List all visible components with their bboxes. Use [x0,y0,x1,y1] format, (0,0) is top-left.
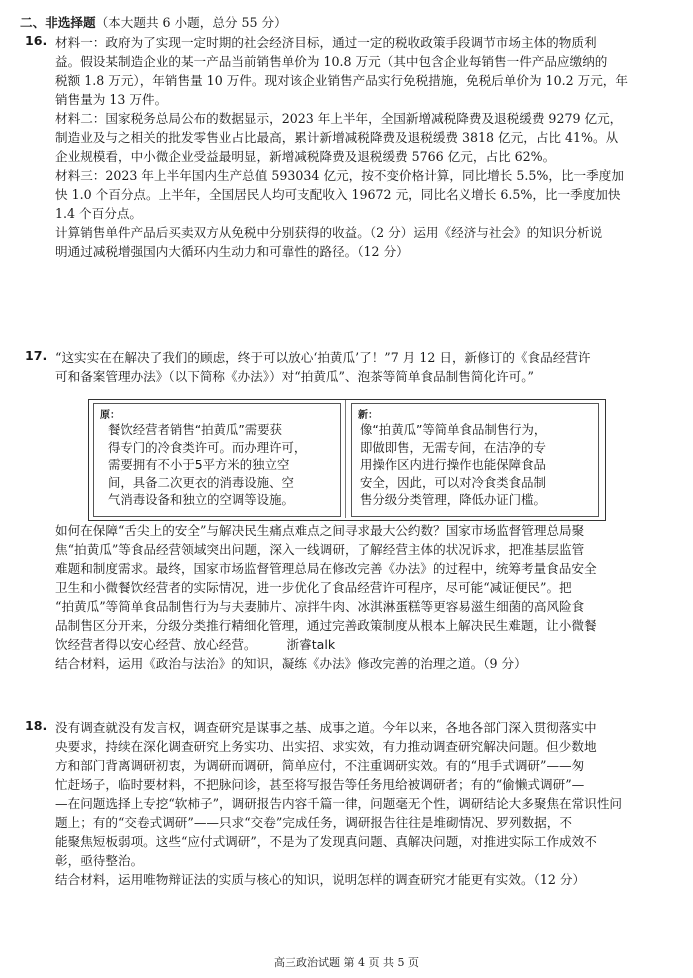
text-line: 间，具备二次更衣的消毒设施、空 [108,474,294,490]
text-line: 材料二：国家税务总局公布的数据显示，2023 年上半年，全国新增减税降费及退税缓费 9279 亿元， [55,111,623,126]
box-old-title: 原： [100,410,120,421]
text-line: 忙赶场子，临时要材料，不把脉问诊，甚至将写报告等任务甩给被调研者；有的“偷懒式调研”— [55,777,585,792]
text-line: “这实实在在解决了我们的顾虑，终于可以放心‘拍黄瓜’了！”7 月 12 日，新修订的《食品经营许 [55,350,591,365]
text-line: 品制售区分开来，分级分类推行精细化管理，通过完善政策制度从根本上解决民生难题，让小微餐 [55,618,597,633]
text-line: 题上；有的“交卷式调研”——只求“交卷”完成任务，调研报告往往是堆砌情况、罗列数据，不 [55,815,572,830]
body-last-line: 饮经营者得以安心经营、放心经营。 [55,637,257,652]
text-line: 售分级分类管理，降低办证门槛。 [360,492,546,507]
text-line: 销售量为 13 万件。 [55,92,168,107]
text-line: 明通过减税增强国内大循环内生动力和可靠性的路径。（12 分） [55,244,409,259]
text-line: “拍黄瓜”等简单食品制售行为与夫妻肺片、凉拌牛肉、冰淇淋蛋糕等更容易滋生细菌的高风险食 [55,599,585,614]
box-new-title: 新： [358,410,378,421]
text-line: 1.4 个百分点。 [55,206,143,221]
question-number: 16. [25,33,48,48]
text-line: 计算销售单件产品后买卖双方从免税中分别获得的收益。（2 分）运用《经济与社会》的知识分析说 [55,225,603,240]
text-line: 结合材料，运用唯物辩证法的实质与核心的知识，说明怎样的调查研究才能更有实效。（12 分） [55,872,586,887]
text-line: 得专门的冷食类许可。而办理许可， [108,439,307,455]
question-body [55,33,675,261]
box-old-text [94,421,340,509]
text-line: 如何在保障“舌尖上的安全”与解决民生痛点难点之间寻求最大公约数？国家市场监督管理总局聚 [55,523,585,538]
text-line: 制造业及与之相关的批发零售业占比最高，累计新增减税降费及退税缓费 3818 亿元，占比 41%。从 [55,130,619,145]
question-intro [55,348,675,386]
question-number: 18. [25,718,48,733]
box-new-rule [351,403,599,517]
text-line: 气消毒设备和独立的空调等设施。 [108,492,294,507]
section-note: （本大题共 6 小题，总分 55 分） [95,15,287,30]
text-line: 需要拥有不小于5平方米的独立空 [108,457,290,472]
text-line: 材料三：2023 年上半年国内生产总值 593034 亿元，按不变价格计算，同比增长 5.5%，比一季度加 [55,168,624,183]
text-line: 即做即售，无需专间，在洁净的专 [360,439,546,455]
question-body [55,521,675,673]
text-line: 焦“拍黄瓜”等食品经营领域突出问题，深入一线调研，了解经营主体的状况诉求，把准基层监管 [55,542,585,557]
text-line: 用操作区内进行操作也能保障食品 [360,457,546,472]
box-old-rule [93,403,341,517]
question-number: 17. [25,348,48,363]
text-line: 像“拍黄瓜”等简单食品制售行为， [360,422,547,437]
question-task: 结合材料，运用《政治与法治》的知识，凝练《办法》修改完善的治理之道。（9 分） [55,656,527,671]
text-line: 央要求，持续在深化调查研究上务实功、出实招、求实效，有力推动调查研究解决问题。但少数地 [55,739,597,754]
question-body [55,718,675,889]
text-line: 卫生和小微餐饮经营者的实际情况，进一步优化了食品经营许可程序，尽可能“减证便民”。把 [55,580,572,595]
text-line: 难题和制度需求。最终，国家市场监督管理总局在修改完善《办法》的过程中，统筹考量食品安全 [55,561,597,576]
text-line: 可和备案管理办法》（以下简称《办法》）对“拍黄瓜”、泡茶等简单食品制售简化许可。” [55,369,534,384]
text-line: 安全，因此，可以对冷食类食品制 [360,474,546,490]
question-18 [25,718,675,889]
section-header [20,12,287,31]
text-line: 彰，亟待整治。 [55,853,144,868]
text-line: —在问题选择上专挖“软柿子”，调研报告内容千篇一律，问题毫无个性，调研结论大多聚焦在常识性问 [55,796,623,811]
text-line: 餐饮经营者销售“拍黄瓜”需要获 [108,422,282,437]
text-line: 材料一：政府为了实现一定时期的社会经济目标，通过一定的税收政策手段调节市场主体的物质利 [55,35,597,50]
box-new-text [352,421,598,509]
text-line: 益。假设某制造企业的某一产品当前销售单价为 10.8 万元（其中包含企业每销售一件产品应缴纳的 [55,54,608,69]
section-title: 二、非选择题 [20,15,96,30]
text-line: 企业规模看，中小微企业受益最明显，新增减税降费及退税缓费 5766 亿元，占比 62%。 [55,149,556,164]
text-line: 方和部门背离调研初衷，为调研而调研，简单应付，不注重调研实效。有的“甩手式调研”——匆 [55,758,585,773]
question-17-body [25,521,675,673]
question-17 [25,348,675,386]
page-footer: 高三政治试题 第 4 页 共 5 页 [274,956,419,969]
text-line: 没有调查就没有发言权，调查研究是谋事之基、成事之道。今年以来，各地各部门深入贯彻落实中 [55,720,597,735]
text-line: 税额 1.8 万元），年销售量 10 万件。现对该企业销售产品实行免税措施，免税后单价为 10.2 万元，年 [55,73,628,88]
signature: 浙睿talk [286,637,336,652]
comparison-box [88,399,606,521]
text-line: 快 1.0 个百分点。上半年，全国居民人均可支配收入 19672 元，同比名义增长 6.5%，比一季度加快 [55,187,621,202]
box-divider [345,400,346,518]
text-line: 能聚焦短板弱项。这些“应付式调研”，不是为了发现真问题、真解决问题，对推进实际工作成效不 [55,834,597,849]
question-16 [25,33,675,261]
